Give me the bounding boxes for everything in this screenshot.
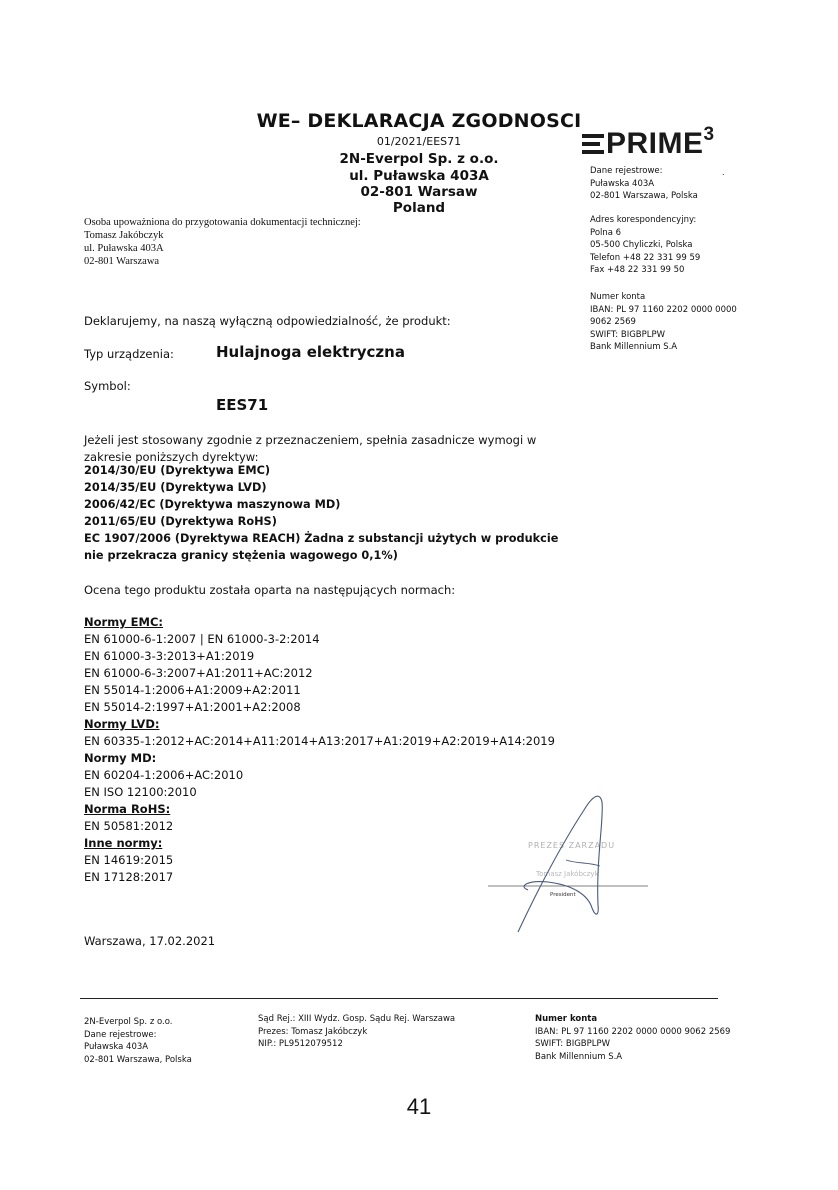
authorized-name: Tomasz Jakóbczyk bbox=[84, 230, 164, 241]
authorized-label: Osoba upoważniona do przygotowania dokumentacji technicznej: bbox=[84, 217, 361, 228]
document-number: 01/2021/EES71 bbox=[376, 135, 462, 148]
standard-item: EN ISO 12100:2010 bbox=[84, 785, 197, 799]
other-heading: Inne normy: bbox=[84, 836, 163, 850]
footer-divider bbox=[80, 998, 718, 999]
standard-item: EN 55014-2:1997+A1:2001+A2:2008 bbox=[84, 700, 301, 714]
logo-text: PRIME$^3$ bbox=[606, 124, 715, 160]
place-date: Warszawa, 17.02.2021 bbox=[84, 934, 216, 948]
prime-logo bbox=[580, 124, 730, 164]
directive-item: 2014/35/EU (Dyrektywa LVD) bbox=[84, 481, 267, 494]
standard-item: EN 14619:2015 bbox=[84, 853, 174, 867]
stamp-line-1: PREZES ZARZĄDU bbox=[528, 841, 616, 850]
rohs-heading: Norma RoHS: bbox=[84, 802, 171, 816]
correspondence-address: Adres korespondencyjny: Polna 6 05-500 Chyliczki, Polska Telefon +48 22 331 99 59 Fax +48 22 331 99 50 bbox=[590, 215, 701, 275]
company-city: 02-801 Warsaw bbox=[360, 184, 478, 200]
standard-item: EN 50581:2012 bbox=[84, 819, 174, 833]
page-title: WE– DEKLARACJA ZGODNOSCI bbox=[256, 110, 582, 132]
emc-heading: Normy EMC: bbox=[84, 615, 164, 629]
directive-item: EC 1907/2006 (Dyrektywa REACH) Żadna z substancji użytych w produkcie bbox=[84, 532, 559, 545]
bank-account: Numer konta IBAN: PL 97 1160 2202 0000 0000 9062 2569 SWIFT: BIGBPLPW Bank Millennium S.A bbox=[590, 292, 737, 352]
directive-item: nie przekracza granicy stężenia wagowego 0,1%) bbox=[84, 549, 398, 562]
md-heading: Normy MD: bbox=[84, 751, 157, 765]
authorized-city: 02-801 Warszawa bbox=[84, 256, 160, 267]
footer-registry: Sąd Rej.: XIII Wydz. Gosp. Sądu Rej. Warszawa Prezes: Tomasz Jakóbczyk NIP.: PL9512079512 bbox=[258, 1014, 456, 1049]
standards-list bbox=[84, 614, 555, 886]
symbol-value: EES71 bbox=[216, 396, 269, 414]
page-number: 41 bbox=[406, 1094, 432, 1119]
directives-list bbox=[84, 462, 558, 564]
lvd-heading: Normy LVD: bbox=[84, 717, 160, 731]
registered-address: Dane rejestrowe: Puławska 403A 02-801 Warszawa, Polska bbox=[590, 166, 698, 201]
stamp-line-2: Tomasz Jakóbczyk bbox=[536, 870, 599, 878]
directive-item: 2011/65/EU (Dyrektywa RoHS) bbox=[84, 515, 277, 528]
company-name: 2N-Everpol Sp. z o.o. bbox=[339, 151, 499, 167]
footer-company: 2N-Everpol Sp. z o.o. Dane rejestrowe: Puławska 403A 02-801 Warszawa, Polska bbox=[84, 1017, 192, 1065]
standard-item: EN 55014-1:2006+A1:2009+A2:2011 bbox=[84, 683, 301, 697]
standard-item: EN 61000-6-1:2007 | EN 61000-3-2:2014 bbox=[84, 632, 320, 646]
footer-bank: Numer konta IBAN: PL 97 1160 2202 0000 0000 9062 2569 SWIFT: BIGBPLPW Bank Millennium S.A bbox=[535, 1014, 731, 1062]
company-street: ul. Puławska 403A bbox=[349, 168, 489, 184]
authorized-person bbox=[84, 216, 361, 268]
symbol-label: Symbol: bbox=[84, 379, 131, 393]
declaration-text: Deklarujemy, na naszą wyłączną odpowiedzialność, że produkt: bbox=[84, 314, 451, 328]
device-type-label: Typ urządzenia: bbox=[84, 347, 174, 361]
signature-stamp bbox=[488, 790, 658, 940]
device-type-value: Hulajnoga elektryczna bbox=[216, 343, 405, 361]
stray-dot: . bbox=[722, 168, 725, 177]
standard-item: EN 61000-6-3:2007+A1:2011+AC:2012 bbox=[84, 666, 313, 680]
directive-item: 2014/30/EU (Dyrektywa EMC) bbox=[84, 464, 271, 477]
directive-item: 2006/42/EC (Dyrektywa maszynowa MD) bbox=[84, 498, 341, 511]
standard-item: EN 17128:2017 bbox=[84, 870, 174, 884]
usage-text: Jeżeli jest stosowany zgodnie z przeznaczeniem, spełnia zasadnicze wymogi w zakresie poniższych dyrektyw: bbox=[84, 433, 537, 464]
authorized-street: ul. Puławska 403A bbox=[84, 243, 164, 254]
standard-item: EN 61000-3-3:2013+A1:2019 bbox=[84, 649, 255, 663]
assessment-text: Ocena tego produktu została oparta na następujących normach: bbox=[84, 583, 456, 597]
standard-item: EN 60204-1:2006+AC:2010 bbox=[84, 768, 244, 782]
company-country: Poland bbox=[392, 200, 446, 216]
logo-bars-icon bbox=[582, 134, 604, 154]
standard-item: EN 60335-1:2012+AC:2014+A11:2014+A13:2017+A1:2019+A2:2019+A14:2019 bbox=[84, 734, 555, 748]
president-label: President bbox=[550, 892, 576, 898]
